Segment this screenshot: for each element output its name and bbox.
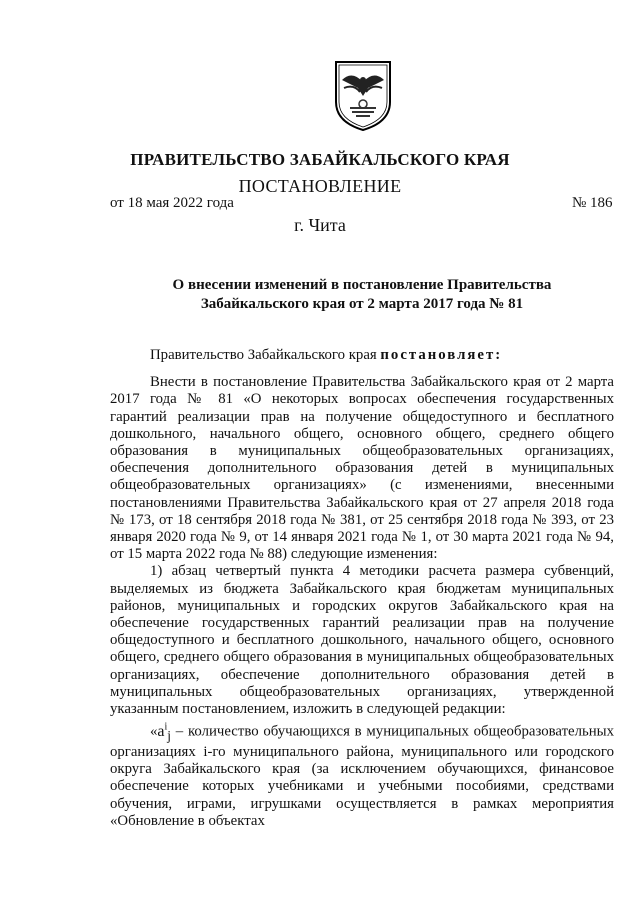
title-line-2: Забайкальского края от 2 марта 2017 года № 81 xyxy=(200,296,524,312)
document-body xyxy=(110,347,614,830)
formula-variable xyxy=(157,721,171,743)
paragraph-1: Внести в постановление Правительства Забайкальского края от 2 марта 2017 года № 81 «О некоторых вопросах обеспечения государственных гарантий реализации прав на получение общедоступного и бесплатного дошкольного, начального общего, основного общего, среднего общего образования в муниципальных общеобразовательных организациях, обеспечения дополнительного образования детей в муниципальных общеобразовательных организациях» (с изменениями, внесенными постановлениями Правительства Забайкальского края от 27 апреля 2018 года № 173, от 18 сентября 2018 года № 381, от 25 сентября 2018 года № 393, от 23 января 2020 года № 9, от 14 января 2021 года № 1, от 30 марта 2021 года № 94, от 15 марта 2022 года № 88) следующие изменения: xyxy=(110,374,614,563)
coat-of-arms-emblem xyxy=(332,58,394,132)
document-number: № 186 xyxy=(572,195,613,211)
document-date: от 18 мая 2022 года xyxy=(110,195,234,211)
intro-verb: постановляет: xyxy=(380,347,503,363)
document-title xyxy=(110,276,614,314)
intro-paragraph xyxy=(110,347,614,364)
paragraph-3 xyxy=(110,718,614,830)
paragraph-3-text: – количество обучающихся в муниципальных общеобразовательных организациях i-го муниципального района, муниципального или городского округа Забайкальского края (за исключением обучающихся, финансовое обеспечение которых учебниками и учебными пособиями, средствами обучения, играми, игрушками осуществляется в рамках мероприятия «Обновление в объектах xyxy=(110,723,615,829)
city-name: г. Чита xyxy=(294,215,346,235)
title-line-1: О внесении изменений в постановление Правительства xyxy=(172,277,552,293)
paragraph-2: 1) абзац четвертый пункта 4 методики расчета размера субвенций, выделяемых из бюджета Забайкальского края бюджетам муниципальных районов, муниципальных и городских округов Забайкальского края на обеспечение государственных гарантий реализации прав на получение общедоступного и бесплатного дошкольного, начального общего, основного общего, среднего общего образования в муниципальных общеобразовательных организациях, обеспечение дополнительного образования детей в муниципальных общеобразовательных организациях, утвержденной указанным постановлением, изложить в следующей редакции: xyxy=(110,563,614,718)
formula-var: a xyxy=(157,722,165,740)
formula-sup: i xyxy=(164,721,168,733)
intro-lead: Правительство Забайкальского края xyxy=(150,347,381,363)
government-name: ПРАВИТЕЛЬСТВО ЗАБАЙКАЛЬСКОГО КРАЯ xyxy=(130,150,510,169)
formula-sub: j xyxy=(167,727,171,743)
formula-open-quote: « xyxy=(150,723,158,740)
document-kind: ПОСТАНОВЛЕНИЕ xyxy=(238,176,402,196)
